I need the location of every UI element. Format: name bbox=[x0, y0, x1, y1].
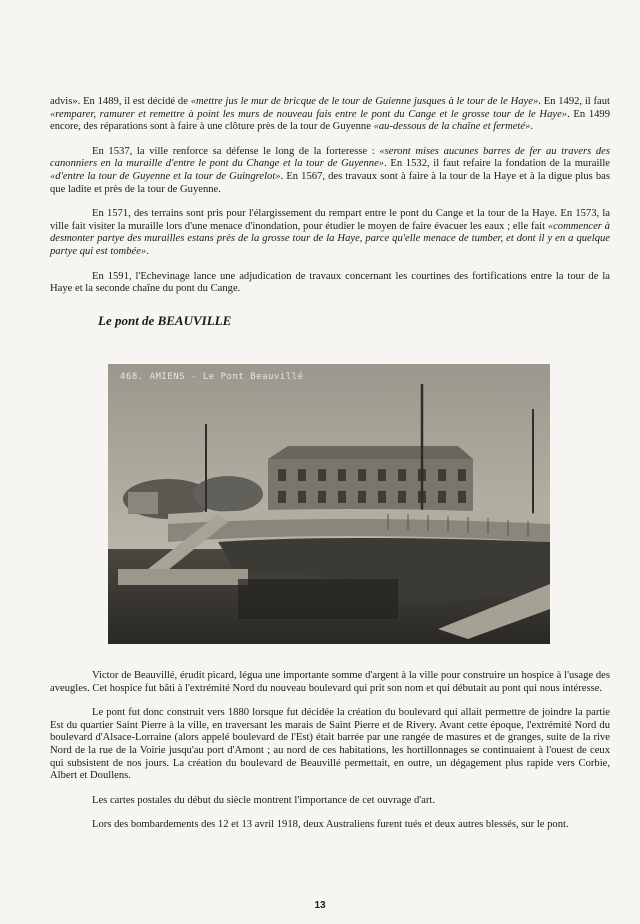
postcard-photo bbox=[108, 364, 550, 644]
paragraph-6: Le pont fut donc construit vers 1880 lorsque fut décidée la création du boulevard qui allait permettre de joindre la partie Est du quartier Saint Pierre à la ville, en traversant les marais de Saint Pierre et de Rivery. Avant cette époque, l'extrémité Nord du boulevard d'Alsace-Lorraine (alors appelé boulevard de l'Est) était barrée par une rangée de masures et de granges, suite de la rive Nord de la rue de la Voirie jusqu'au port d'Amont ; au nord de ces habitations, les hortillonnages se continuaient à l'ouest de ceux qui subsistent de nos jours. La création du boulevard de Beauvillé permettait, en outre, un dégagement plus rapide vers Corbie, Albert et Doullens. bbox=[50, 707, 610, 782]
page-number: 13 bbox=[314, 900, 326, 911]
section-heading: Le pont de BEAUVILLE bbox=[98, 313, 232, 328]
postcard-caption: 468. AMIENS - Le Pont Beauvillé bbox=[120, 372, 304, 382]
paragraph-7: Les cartes postales du début du siècle montrent l'importance de cet ouvrage d'art. bbox=[92, 794, 435, 806]
paragraph-3: En 1571, des terrains sont pris pour l'élargissement du rempart entre le pont du Cange et la tour de la Haye. En 1573, la ville fait visiter la muraille lors d'une menace d'inondation, pour étudier le moyen de faire évacuer les eaux ; elle fait «commencer à desmonter partye des murailles estans près de la grosse tour de la Haye, parce qu'elle menace de tumber, et dont il y en a quelque partye qui est tombée». bbox=[50, 208, 610, 257]
bridge-photo-illustration bbox=[108, 364, 550, 644]
paragraph-4: En 1591, l'Echevinage lance une adjudication de travaux concernant les courtines des fortifications entre la tour de la Haye et la seconde chaîne du pont du Cange. bbox=[50, 270, 610, 295]
paragraph-8: Lors des bombardements des 12 et 13 avril 1918, deux Australiens furent tués et deux autres blessés, sur le pont. bbox=[92, 819, 569, 831]
paragraph-2: En 1537, la ville renforce sa défense le long de la forteresse : «seront mises aucunes barres de fer au travers des canonniers en la muraille d'entre le pont du Change et la tour de Guyenne». En 1532, il faut refaire la fondation de la muraille «d'entre la tour de Guyenne et la tour de Guingrelot». En 1567, des travaux sont à faire à la tour de la Haye et à la digue plus bas que ladite et près de la tour de Guyenne. bbox=[50, 145, 610, 195]
paragraph-1: advis». En 1489, il est décidé de «mettre jus le mur de bricque de le tour de Guienne jusques à le tour de le Haye». En 1492, il faut «remparer, ramurer et remettre à point les murs de nouveau fais entre le pont du Cange et le grosse tour de le Haye». En 1499 encore, des réparations sont à faire à une clôture près de la tour de Guyenne «au-dessous de la chaîne et fermeté». bbox=[50, 96, 611, 133]
paragraph-5: Victor de Beauvillé, érudit picard, légua une importante somme d'argent à la ville pour construire un hospice à l'usage des aveugles. Cet hospice fut bâti à l'extrémité Nord du nouveau boulevard qui prit son nom et qui débutait au pont qui nous intéresse. bbox=[50, 670, 610, 694]
lower-text bbox=[50, 670, 610, 844]
upper-text bbox=[50, 96, 610, 308]
